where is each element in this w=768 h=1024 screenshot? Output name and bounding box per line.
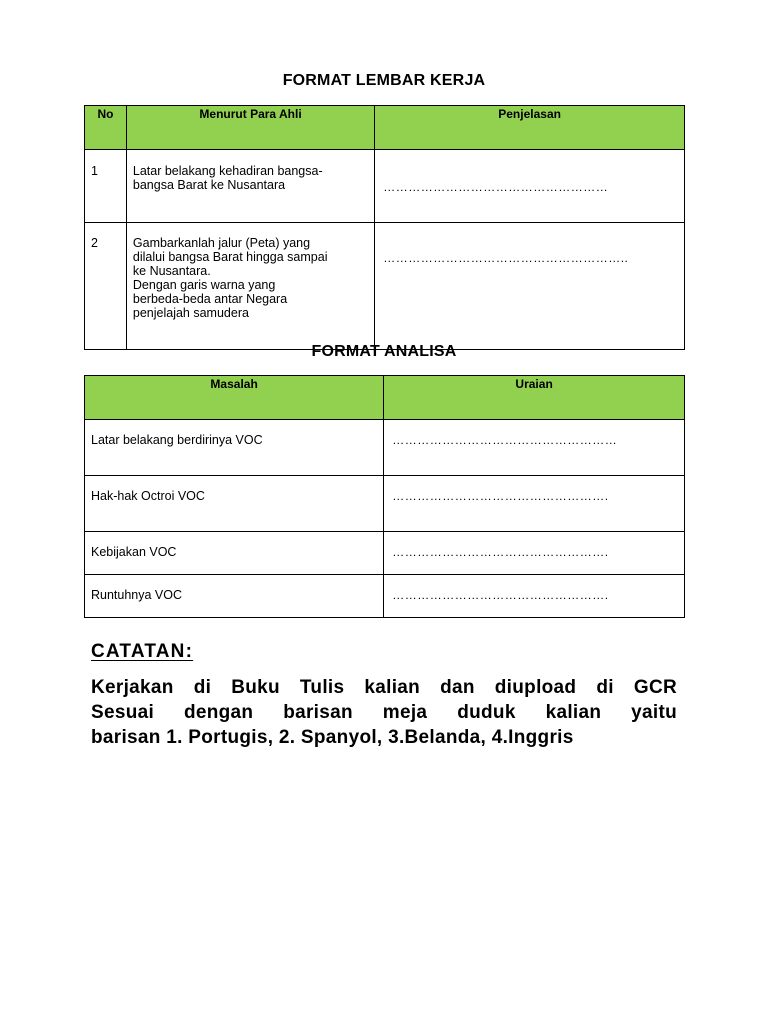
header-masalah: Masalah xyxy=(85,376,384,420)
header-penjelasan: Penjelasan xyxy=(375,106,685,150)
row-uraian-blank: ……………………………………………. xyxy=(384,532,685,575)
question-line: penjelajah samudera xyxy=(132,306,249,320)
row-masalah: Runtuhnya VOC xyxy=(85,575,384,618)
row-masalah: Kebijakan VOC xyxy=(85,532,384,575)
row-answer-blank: ……………………………………………… xyxy=(375,150,685,223)
table-row xyxy=(85,420,685,476)
header-menurut-para-ahli: Menurut Para Ahli xyxy=(126,106,374,150)
row-uraian-blank: ……………………………………………. xyxy=(384,476,685,532)
lembar-kerja-table xyxy=(84,105,685,350)
question-line: Dengan garis warna yang xyxy=(132,278,276,292)
table-row xyxy=(85,575,685,618)
row-uraian-blank: ……………………………………………. xyxy=(384,575,685,618)
catatan-body xyxy=(91,675,677,750)
row-question xyxy=(126,150,374,223)
row-number: 1 xyxy=(85,150,127,223)
question-line: berbeda-beda antar Negara xyxy=(132,292,288,306)
analisa-title: FORMAT ANALISA xyxy=(311,343,457,360)
catatan-title: CATATAN: xyxy=(91,641,194,662)
row-masalah: Latar belakang berdirinya VOC xyxy=(85,420,384,476)
row-answer-blank: ………………………………………………….. xyxy=(375,223,685,350)
row-number: 2 xyxy=(85,223,127,350)
table-header-row xyxy=(85,106,685,150)
header-no: No xyxy=(85,106,127,150)
question-line: dilalui bangsa Barat hingga sampai xyxy=(132,250,328,264)
header-uraian: Uraian xyxy=(384,376,685,420)
catatan-line: barisan 1. Portugis, 2. Spanyol, 3.Belanda, 4.Inggris xyxy=(91,727,574,748)
row-uraian-blank: ……………………………………………… xyxy=(384,420,685,476)
table-row xyxy=(85,532,685,575)
question-line: Gambarkanlah jalur (Peta) yang xyxy=(132,236,311,250)
row-question xyxy=(126,223,374,350)
table-header-row xyxy=(85,376,685,420)
catatan-line: Kerjakan di Buku Tulis kalian dan diupload di GCR xyxy=(91,677,677,698)
question-line: bangsa Barat ke Nusantara xyxy=(132,178,286,192)
catatan-line: Sesuai dengan barisan meja duduk kalian yaitu xyxy=(91,702,677,723)
table-row xyxy=(85,150,685,223)
table-row xyxy=(85,476,685,532)
question-line: ke Nusantara. xyxy=(132,264,211,278)
row-masalah: Hak-hak Octroi VOC xyxy=(85,476,384,532)
lembar-kerja-title: FORMAT LEMBAR KERJA xyxy=(282,72,486,89)
analisa-table xyxy=(84,375,685,618)
question-line: Latar belakang kehadiran bangsa- xyxy=(132,164,323,178)
table-row xyxy=(85,223,685,350)
